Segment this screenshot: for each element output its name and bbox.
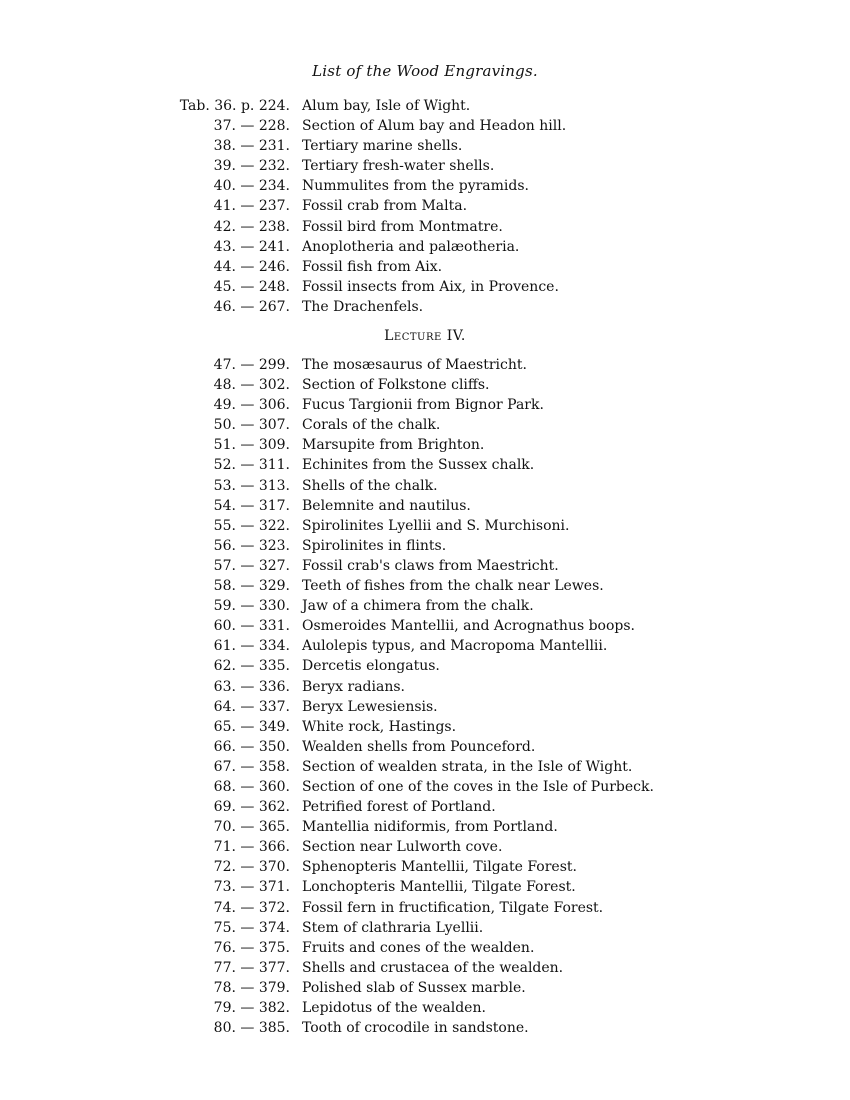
list-item (150, 857, 770, 877)
engraving-description: Fucus Targionii from Bignor Park. (302, 397, 544, 414)
list-item (150, 136, 770, 156)
plate-page-reference: 79. — 382. (213, 1000, 290, 1016)
engraving-description: Nummulites from the pyramids. (302, 178, 530, 195)
list-item (150, 656, 770, 676)
list-item (150, 717, 770, 737)
list-item (150, 596, 770, 616)
plate-page-reference: 52. — 311. (213, 457, 290, 474)
plate-page-reference: 64. — 337. (213, 698, 290, 715)
engraving-description: Spirolinites Lyellii and S. Murchisoni. (302, 517, 570, 534)
list-item (150, 817, 770, 837)
list-item (150, 737, 770, 757)
engraving-description: Alum bay, Isle of Wight. (302, 98, 471, 114)
list-item (150, 237, 770, 257)
plate-page-reference: 53. — 313. (213, 477, 290, 494)
engraving-description: Fruits and cones of the wealden. (302, 939, 535, 956)
list-item (150, 636, 770, 656)
plate-page-reference: 56. — 323. (213, 537, 290, 554)
engraving-description: Tertiary marine shells. (302, 138, 463, 155)
engraving-description: Spirolinites in flints. (302, 537, 447, 554)
plate-page-reference: 48. — 302. (213, 377, 290, 394)
list-item (150, 616, 770, 636)
plate-page-reference: 65. — 349. (213, 718, 290, 735)
list-item (150, 176, 770, 196)
engraving-description: Marsupite from Brighton. (302, 437, 485, 454)
list-item (150, 476, 770, 496)
engraving-description: Tooth of crocodile in sandstone. (302, 1020, 529, 1037)
engraving-description: Lepidotus of the wealden. (302, 1000, 486, 1016)
list-item (150, 217, 770, 237)
engraving-description: Belemnite and nautilus. (302, 497, 471, 514)
engraving-description: Mantellia nidiformis, from Portland. (302, 819, 558, 836)
engraving-description: Stem of clathraria Lyellii. (302, 919, 484, 936)
engraving-description: Section of Alum bay and Headon hill. (302, 118, 567, 135)
list-item (150, 757, 770, 777)
plate-page-reference: 55. — 322. (213, 517, 290, 534)
plate-page-reference: Tab. 36. p. 224. (179, 98, 290, 114)
plate-page-reference: 68. — 360. (213, 778, 290, 795)
engraving-description: Anoplotheria and palæotheria. (302, 238, 520, 255)
plate-page-reference: 60. — 331. (213, 618, 290, 635)
list-item (150, 415, 770, 435)
list-item (150, 837, 770, 857)
plate-page-reference: 50. — 307. (213, 417, 290, 434)
engravings-list-part-2 (150, 355, 770, 1038)
list-item (150, 958, 770, 978)
engraving-description: Dercetis elongatus. (302, 658, 440, 675)
plate-page-reference: 57. — 327. (213, 557, 290, 574)
list-item (150, 277, 770, 297)
engraving-description: Section of Folkstone cliffs. (302, 377, 490, 394)
engraving-description: Section of one of the coves in the Isle of Purbeck. (302, 778, 654, 795)
plate-page-reference: 69. — 362. (213, 799, 290, 816)
list-item (150, 556, 770, 576)
engraving-description: Beryx radians. (302, 678, 405, 695)
list-item (150, 536, 770, 556)
engraving-description: Petrified forest of Portland. (302, 799, 496, 816)
engraving-description: Teeth of fishes from the chalk near Lewes. (302, 578, 604, 595)
list-item (150, 395, 770, 415)
list-item (150, 435, 770, 455)
engraving-description: Shells of the chalk. (302, 477, 438, 494)
plate-page-reference: 63. — 336. (213, 678, 290, 695)
plate-page-reference: 73. — 371. (213, 879, 290, 896)
list-item (150, 116, 770, 136)
plate-page-reference: 66. — 350. (213, 738, 290, 755)
plate-page-reference: 51. — 309. (213, 437, 290, 454)
engraving-description: Polished slab of Sussex marble. (302, 979, 526, 996)
list-item (150, 257, 770, 277)
plate-page-reference: 54. — 317. (213, 497, 290, 514)
list-item (150, 297, 770, 317)
list-item (150, 998, 770, 1018)
list-item (150, 96, 770, 116)
list-item (150, 677, 770, 697)
engravings-list-part-1 (150, 96, 770, 317)
engraving-description: White rock, Hastings. (302, 718, 457, 735)
list-item (150, 516, 770, 536)
engraving-description: Wealden shells from Pounceford. (302, 738, 536, 755)
engraving-description: Section near Lulworth cove. (302, 839, 503, 856)
list-item (150, 576, 770, 596)
engraving-description: Fossil insects from Aix, in Provence. (302, 278, 559, 295)
plate-page-reference: 42. — 238. (213, 218, 290, 235)
plate-page-reference: 67. — 358. (213, 758, 290, 775)
plate-page-reference: 38. — 231. (213, 138, 290, 155)
plate-page-reference: 71. — 366. (213, 839, 290, 856)
list-item (150, 898, 770, 918)
plate-page-reference: 47. — 299. (213, 357, 290, 373)
plate-page-reference: 75. — 374. (213, 919, 290, 936)
list-item (150, 496, 770, 516)
page-title: List of the Wood Engravings. (312, 62, 538, 80)
engraving-description: Echinites from the Sussex chalk. (302, 457, 535, 474)
list-item (150, 978, 770, 998)
list-item (150, 697, 770, 717)
list-item (150, 797, 770, 817)
plate-page-reference: 78. — 379. (213, 979, 290, 996)
engraving-description: Aulolepis typus, and Macropoma Mantellii. (302, 638, 608, 655)
list-item (150, 877, 770, 897)
plate-page-reference: 72. — 370. (213, 859, 290, 876)
engraving-description: Fossil fern in fructification, Tilgate Forest. (302, 899, 604, 916)
list-item (150, 777, 770, 797)
lecture-heading: Lecture IV. (384, 328, 466, 344)
plate-page-reference: 40. — 234. (213, 178, 290, 195)
plate-page-reference: 70. — 365. (213, 819, 290, 836)
plate-page-reference: 74. — 372. (213, 899, 290, 916)
plate-page-reference: 76. — 375. (213, 939, 290, 956)
plate-page-reference: 41. — 237. (213, 198, 290, 215)
list-item (150, 918, 770, 938)
list-item (150, 156, 770, 176)
engraving-description: Lonchopteris Mantellii, Tilgate Forest. (302, 879, 576, 896)
engraving-description: Corals of the chalk. (302, 417, 441, 434)
plate-page-reference: 46. — 267. (213, 298, 290, 315)
engraving-description: Tertiary fresh-water shells. (302, 158, 495, 175)
engraving-description: Fossil crab's claws from Maestricht. (302, 557, 559, 574)
engraving-description: Sphenopteris Mantellii, Tilgate Forest. (302, 859, 577, 876)
list-item (150, 355, 770, 375)
engraving-description: Jaw of a chimera from the chalk. (302, 598, 534, 615)
list-item (150, 375, 770, 395)
plate-page-reference: 77. — 377. (213, 959, 290, 976)
list-item (150, 196, 770, 216)
list-item (150, 455, 770, 475)
plate-page-reference: 49. — 306. (213, 397, 290, 414)
engraving-description: Beryx Lewesiensis. (302, 698, 438, 715)
plate-page-reference: 80. — 385. (213, 1020, 290, 1037)
engraving-description: Fossil bird from Montmatre. (302, 218, 503, 235)
engraving-description: Shells and crustacea of the wealden. (302, 959, 564, 976)
list-item (150, 938, 770, 958)
plate-page-reference: 43. — 241. (213, 238, 290, 255)
plate-page-reference: 59. — 330. (213, 598, 290, 615)
engraving-description: The Drachenfels. (302, 298, 424, 315)
plate-page-reference: 58. — 329. (213, 578, 290, 595)
list-item (150, 1018, 770, 1038)
engraving-description: Section of wealden strata, in the Isle of Wight. (302, 758, 633, 775)
plate-page-reference: 39. — 232. (213, 158, 290, 175)
plate-page-reference: 45. — 248. (213, 278, 290, 295)
engraving-description: Fossil fish from Aix. (302, 258, 443, 275)
plate-page-reference: 37. — 228. (213, 118, 290, 135)
engraving-description: Fossil crab from Malta. (302, 198, 468, 215)
engraving-description: The mosæsaurus of Maestricht. (302, 357, 527, 373)
engraving-description: Osmeroides Mantellii, and Acrognathus boops. (302, 618, 636, 635)
plate-page-reference: 44. — 246. (213, 258, 290, 275)
plate-page-reference: 62. — 335. (213, 658, 290, 675)
plate-page-reference: 61. — 334. (213, 638, 290, 655)
